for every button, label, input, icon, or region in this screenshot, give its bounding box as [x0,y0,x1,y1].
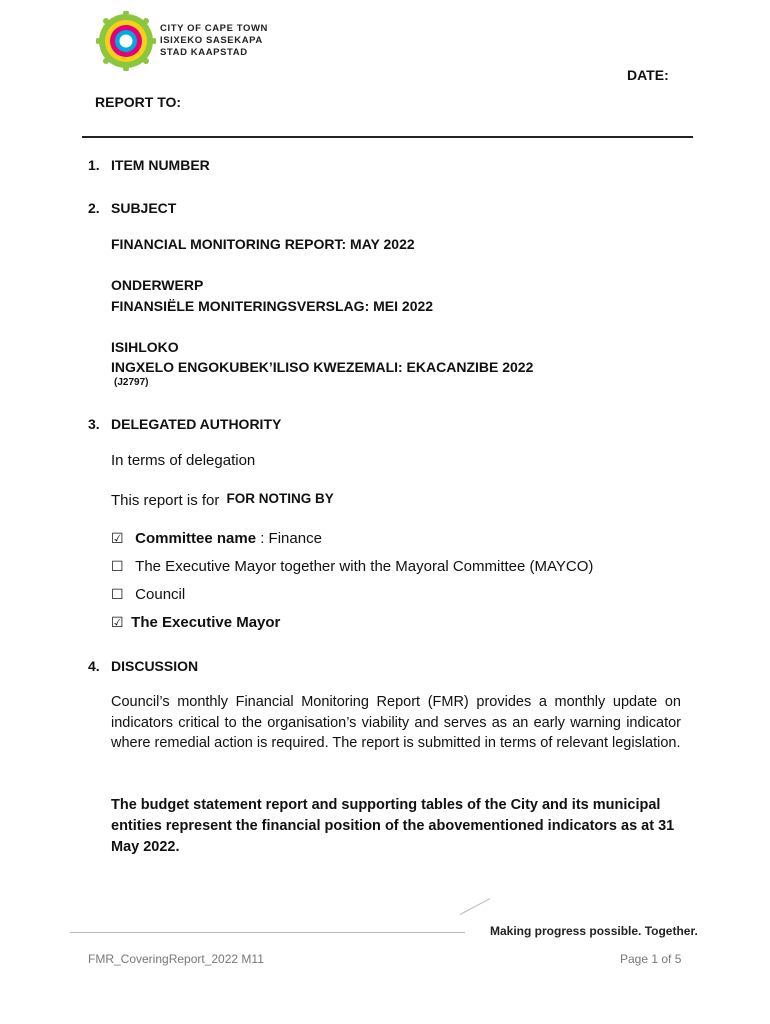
section-3-title: DELEGATED AUTHORITY [111,416,282,432]
city-logo [96,11,156,71]
section-2-number: 2. [88,200,100,216]
footer-page-number: Page 1 of 5 [620,952,682,966]
option-committee-value: : Finance [256,530,322,547]
option-council-label: Council [135,586,186,603]
option-council [111,586,185,603]
header-divider [82,136,693,138]
footer-tagline: Making progress possible. Together. [490,924,698,938]
section-4-title: DISCUSSION [111,658,199,674]
org-name-line-3: STAD KAAPSTAD [160,47,248,58]
report-for-value: FOR NOTING BY [226,491,334,506]
org-name-line-2: ISIXEKO SASEKAPA [160,35,263,46]
footer-divider-slash [460,898,490,915]
date-label: DATE: [627,67,669,83]
subject-english: FINANCIAL MONITORING REPORT: MAY 2022 [111,236,415,252]
section-3-number: 3. [88,416,100,432]
option-committee-label: Committee name [135,530,257,547]
org-name-line-1: CITY OF CAPE TOWN [160,23,269,34]
option-executive-mayor-label: The Executive Mayor [131,614,281,631]
subject-afrikaans-label: ONDERWERP [111,277,204,293]
section-1-title: ITEM NUMBER [111,157,210,173]
option-committee [111,530,322,547]
option-executive-mayor [111,614,280,631]
discussion-paragraph-1: Council’s monthly Financial Monitoring Report (FMR) provides a monthly update on indicators critical to the organisation’s viability and serves as an early warning indicator where remedial action is required. The report is submitted in terms of relevant legislation. [111,694,681,751]
org-name [160,23,268,59]
reference-number: (J2797) [114,377,149,388]
option-mayco [111,558,593,575]
report-for-label: This report is for [111,492,220,509]
footer-divider [70,932,465,933]
delegation-intro: In terms of delegation [111,452,256,469]
option-mayco-label: The Executive Mayor together with the Mayoral Committee (MAYCO) [135,558,594,575]
unchecked-box-icon: ☐ [111,558,124,574]
section-2-title: SUBJECT [111,200,177,216]
report-for-line [111,492,334,509]
checked-box-icon: ☑ [111,614,124,630]
section-4-number: 4. [88,658,100,674]
subject-xhosa-label: ISIHLOKO [111,339,179,355]
footer-file-name: FMR_CoveringReport_2022 M11 [88,952,264,966]
checked-box-icon: ☑ [111,530,124,546]
section-1-number: 1. [88,157,100,173]
subject-xhosa: INGXELO ENGOKUBEK’ILISO KWEZEMALI: EKACANZIBE 2022 [111,359,534,375]
discussion-paragraph-2: The budget statement report and supporting tables of the City and its municipal entities represent the financial position of the abovementioned indicators as at 31 May 2022. [111,797,675,855]
subject-afrikaans: FINANSIËLE MONITERINGSVERSLAG: MEI 2022 [111,298,434,314]
unchecked-box-icon: ☐ [111,586,124,602]
report-to-label: REPORT TO: [95,94,182,110]
